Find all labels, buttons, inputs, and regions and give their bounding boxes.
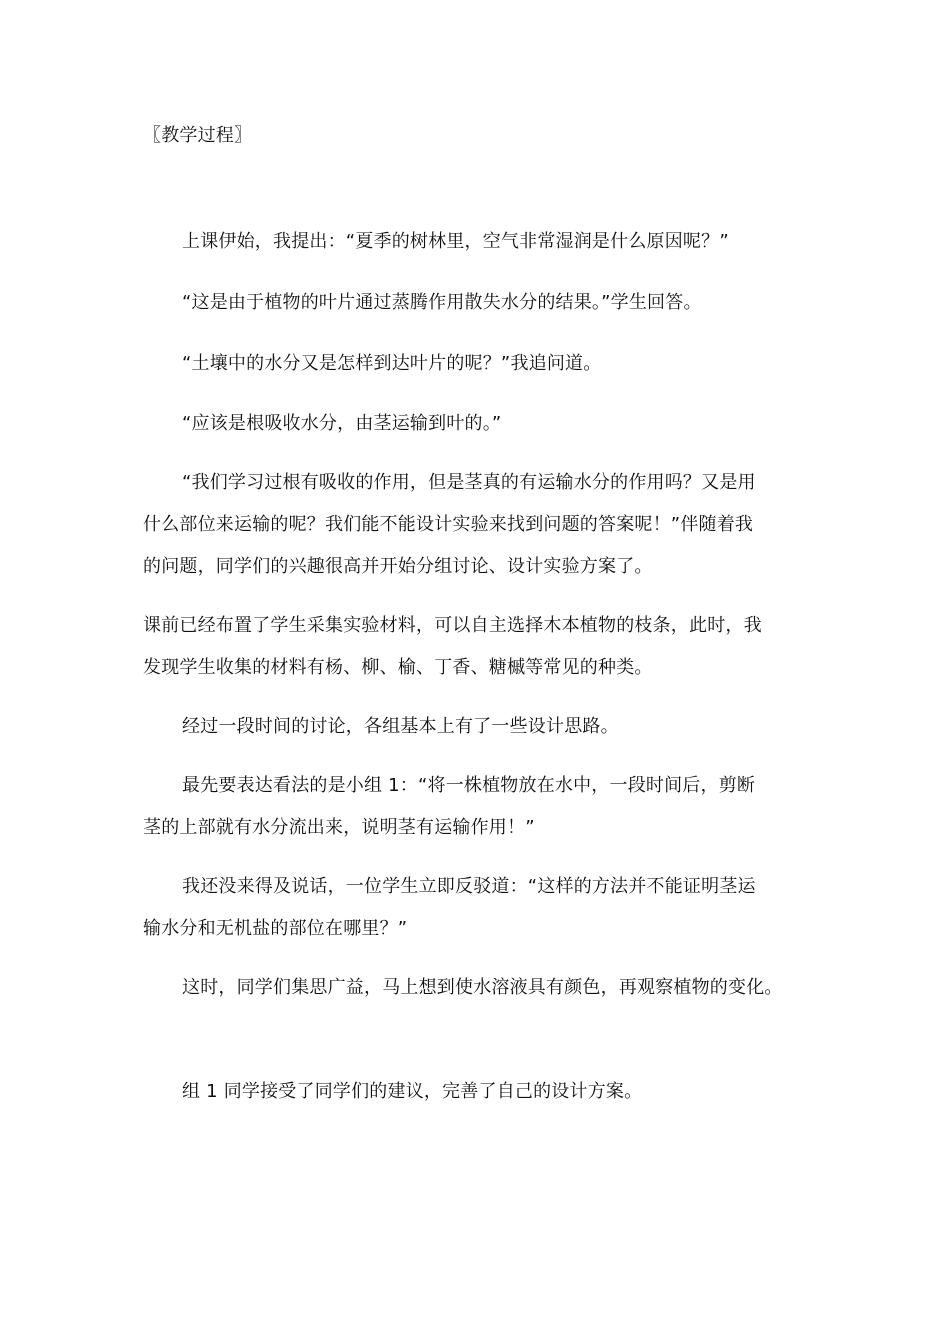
paragraph-line: “我们学习过根有吸收的作用，但是茎真的有运输水分的作用吗？又是用	[182, 472, 756, 493]
paragraph-line: 输水分和无机盐的部位在哪里？”	[143, 918, 408, 939]
paragraph-line: 课前已经布置了学生采集实验材料，可以自主选择木本植物的枝条，此时，我	[143, 615, 762, 636]
paragraph-line: “应该是根吸收水分，由茎运输到叶的。”	[182, 413, 502, 434]
paragraph-line: 什么部位来运输的呢？我们能不能设计实验来找到问题的答案呢！”伴随着我	[143, 514, 754, 535]
paragraph-line: 上课伊始，我提出：“夏季的树林里，空气非常湿润是什么原因呢？”	[182, 231, 729, 252]
paragraph-line: 最先要表达看法的是小组 1：“将一株植物放在水中，一段时间后，剪断	[182, 775, 756, 796]
section-heading: 〖教学过程〗	[143, 125, 253, 146]
paragraph-line: 我还没来得及说话，一位学生立即反驳道：“这样的方法并不能证明茎运	[182, 876, 756, 897]
paragraph-line: 经过一段时间的讨论，各组基本上有了一些设计思路。	[182, 716, 619, 737]
paragraph-line: “土壤中的水分又是怎样到达叶片的呢？”我追问道。	[182, 353, 602, 374]
paragraph-line: “这是由于植物的叶片通过蒸腾作用散失水分的结果。”学生回答。	[182, 292, 702, 313]
paragraph-line: 茎的上部就有水分流出来，说明茎有运输作用！”	[143, 817, 535, 838]
paragraph-line: 发现学生收集的材料有杨、柳、榆、丁香、糖槭等常见的种类。	[143, 657, 653, 678]
paragraph-line: 的问题，同学们的兴趣很高并开始分组讨论、设计实验方案了。	[143, 556, 653, 577]
paragraph-line: 组 1 同学接受了同学们的建议，完善了自己的设计方案。	[182, 1081, 643, 1102]
paragraph-line: 这时，同学们集思广益，马上想到使水溶液具有颜色，再观察植物的变化。	[182, 977, 783, 998]
